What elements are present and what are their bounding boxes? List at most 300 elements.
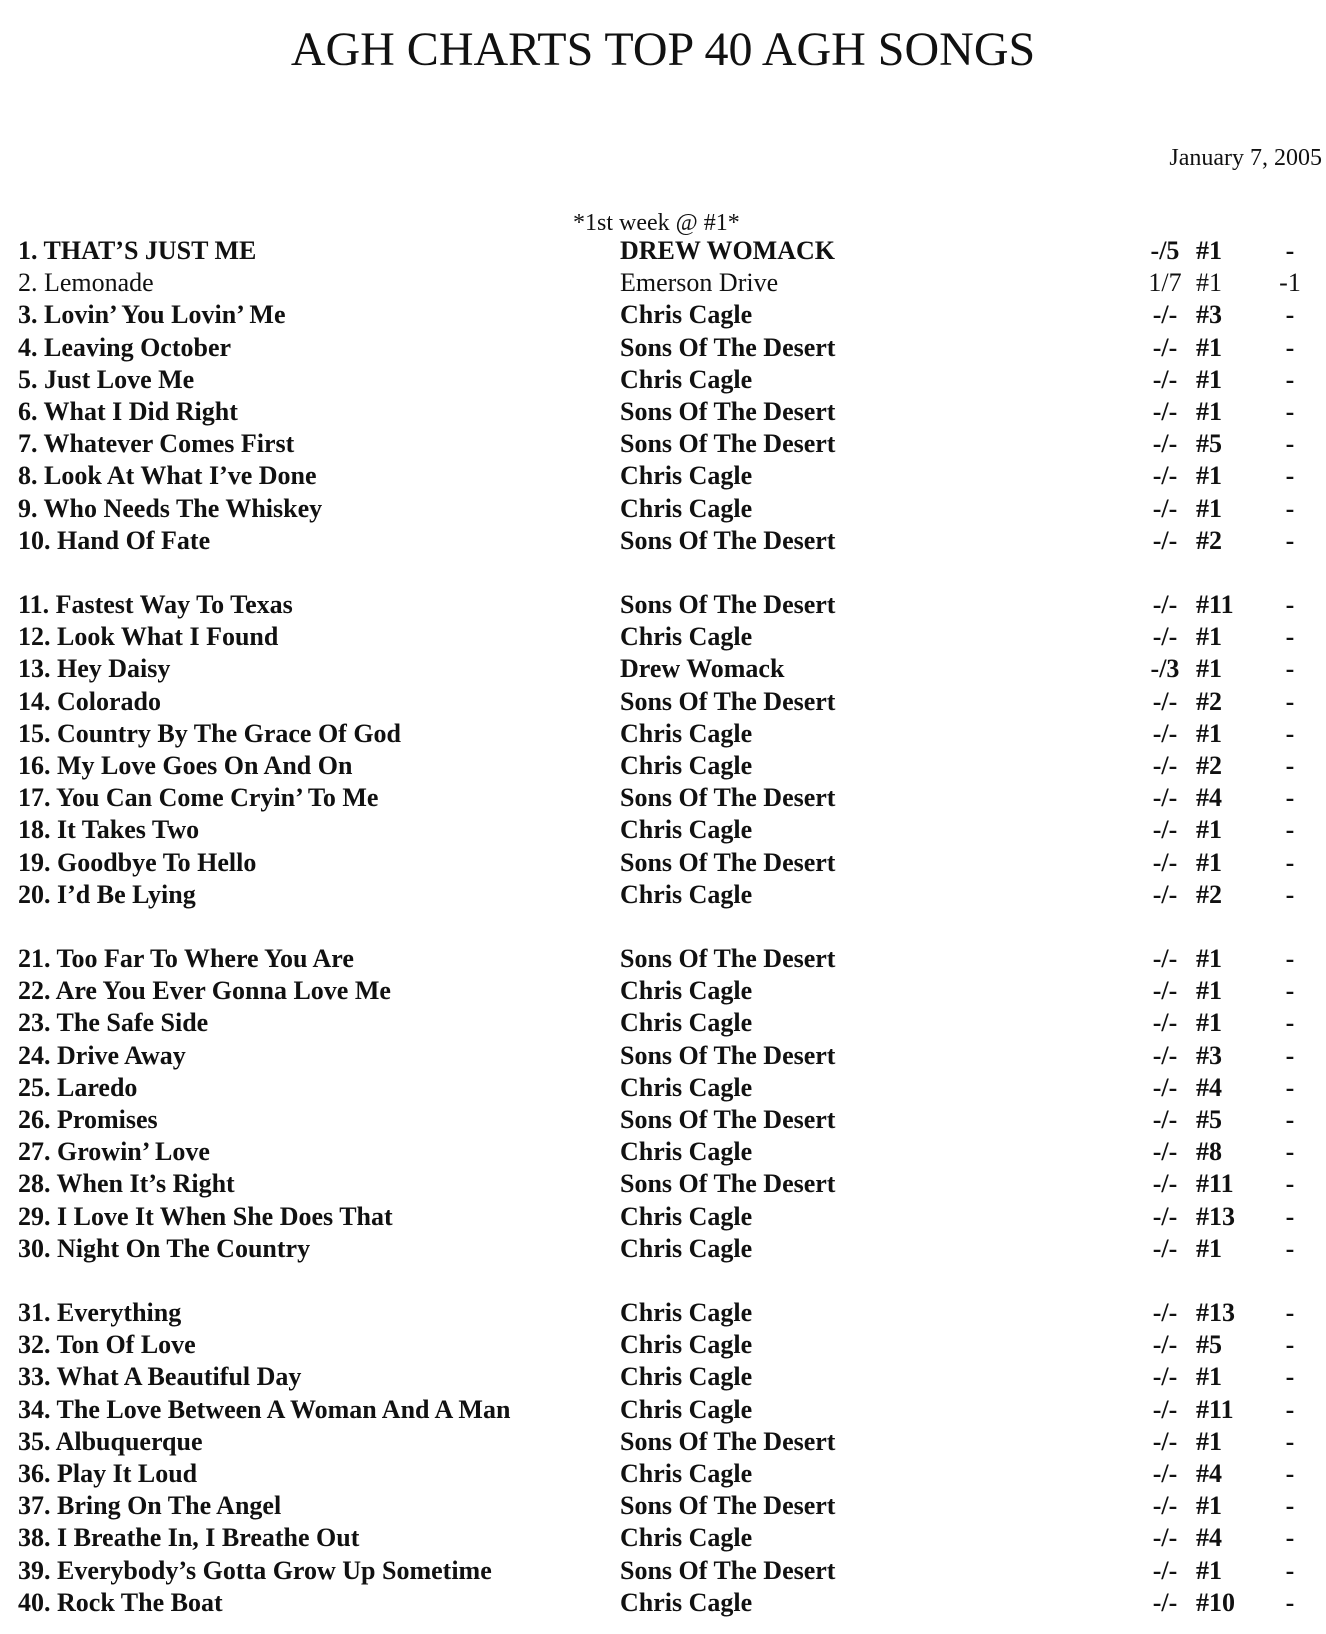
rank-number: 38.	[18, 1523, 51, 1553]
song-title-text: Whatever Comes First	[43, 429, 295, 459]
rank-number: 27.	[18, 1137, 51, 1167]
movement: -/-	[1152, 364, 1178, 394]
movement: -/-	[1152, 944, 1178, 973]
artist-name: Chris Cagle	[620, 1587, 753, 1617]
movement: -/-	[1152, 493, 1178, 523]
rank-number: 35.	[18, 1426, 51, 1456]
song-title	[18, 429, 294, 459]
last-week: -	[1285, 1201, 1295, 1231]
last-week: -	[1285, 654, 1295, 684]
song-title-text: Albuquerque	[55, 1426, 203, 1456]
peak-position: #1	[1196, 1008, 1222, 1038]
last-week: -1	[1279, 268, 1301, 298]
chart-row	[0, 1362, 1326, 1394]
movement: -/-	[1152, 429, 1178, 459]
song-title-text: Colorado	[57, 686, 161, 716]
chart-row	[0, 944, 1326, 976]
last-week: -	[1285, 461, 1295, 491]
last-week: -	[1285, 332, 1295, 362]
artist-name: Chris Cagle	[620, 1330, 753, 1360]
song-title	[18, 1105, 158, 1135]
rank-number: 24.	[18, 1040, 51, 1070]
song-title	[18, 1234, 310, 1264]
song-title	[18, 1041, 186, 1071]
chart-row	[0, 1330, 1326, 1362]
artist-name: Sons Of The Desert	[620, 1040, 836, 1070]
song-title-text: Promises	[57, 1105, 158, 1134]
artist-name: Chris Cagle	[620, 300, 753, 330]
song-title-text: Everybody’s Gotta Grow Up Sometime	[57, 1555, 492, 1585]
song-title	[18, 880, 196, 910]
peak-position: #1	[1196, 1555, 1222, 1585]
movement: -/-	[1152, 783, 1178, 813]
rank-number: 15.	[18, 718, 51, 748]
rank-number: 8.	[18, 461, 38, 491]
song-title-text: Who Needs The Whiskey	[43, 493, 323, 523]
artist-name: Chris Cagle	[620, 1233, 753, 1263]
chart-row	[0, 1234, 1326, 1266]
peak-position: #1	[1196, 236, 1222, 265]
artist-name: Sons Of The Desert	[620, 590, 836, 619]
chart-row	[0, 1395, 1326, 1427]
rank-number: 18.	[18, 815, 51, 845]
last-week: -	[1285, 525, 1295, 555]
movement: -/-	[1152, 1362, 1178, 1392]
peak-position: #2	[1196, 751, 1222, 780]
artist-name: Chris Cagle	[620, 976, 753, 1006]
peak-position: #4	[1196, 1459, 1222, 1488]
last-week: -	[1285, 1362, 1295, 1392]
chart-row	[0, 848, 1326, 880]
rank-number: 19.	[18, 847, 51, 877]
song-title-text: Country By The Grace Of God	[57, 718, 402, 748]
chart-row	[0, 719, 1326, 751]
rank-number: 13.	[18, 654, 51, 684]
chart-row	[0, 300, 1326, 332]
peak-position: #4	[1196, 1523, 1222, 1553]
artist-name: Chris Cagle	[620, 622, 753, 652]
song-title-text: Play It Loud	[57, 1459, 198, 1488]
rank-number: 14.	[18, 686, 51, 716]
song-title-text: Too Far To Where You Are	[56, 944, 354, 973]
rank-number: 36.	[18, 1459, 51, 1488]
chart-row	[0, 397, 1326, 429]
chart-row	[0, 1427, 1326, 1459]
song-title-text: Look What I Found	[57, 622, 279, 652]
song-title-text: Ton Of Love	[56, 1330, 196, 1360]
last-week: -	[1285, 1298, 1295, 1327]
peak-position: #13	[1196, 1201, 1235, 1231]
last-week: -	[1285, 300, 1295, 330]
last-week: -	[1285, 622, 1295, 652]
rank-number: 1.	[18, 236, 38, 265]
chart-row	[0, 687, 1326, 719]
movement: 1/7	[1148, 268, 1182, 298]
movement: -/-	[1152, 686, 1178, 716]
song-title	[18, 1073, 137, 1103]
artist-name: Sons Of The Desert	[620, 397, 836, 426]
artist-name: Emerson Drive	[620, 268, 779, 298]
artist-name: Sons Of The Desert	[620, 1491, 836, 1521]
movement: -/-	[1152, 718, 1178, 748]
artist-name: Sons Of The Desert	[620, 1169, 836, 1199]
movement: -/-	[1152, 1491, 1178, 1521]
artist-name: Sons Of The Desert	[620, 944, 836, 973]
movement: -/-	[1152, 1330, 1178, 1360]
movement: -/-	[1152, 590, 1178, 619]
song-title-text: Hand Of Fate	[57, 525, 211, 555]
movement: -/-	[1152, 1201, 1178, 1231]
song-title-text: Just Love Me	[44, 364, 195, 394]
last-week: -	[1285, 1040, 1295, 1070]
peak-position: #3	[1196, 1040, 1222, 1070]
song-title	[18, 687, 161, 717]
artist-name: Chris Cagle	[620, 1523, 753, 1553]
chart-row	[0, 815, 1326, 847]
song-title	[18, 236, 256, 266]
chart-row	[0, 622, 1326, 654]
chart-row	[0, 1556, 1326, 1588]
rank-number: 40.	[18, 1587, 51, 1617]
peak-position: #8	[1196, 1137, 1222, 1167]
rank-number: 34.	[18, 1394, 51, 1424]
artist-name: Chris Cagle	[620, 879, 753, 909]
chart-row	[0, 268, 1326, 300]
artist-name: Drew Womack	[620, 654, 785, 684]
chart-row	[0, 236, 1326, 268]
last-week: -	[1285, 976, 1295, 1006]
rank-number: 5.	[18, 364, 38, 394]
peak-position: #1	[1196, 1426, 1222, 1456]
rank-number: 39.	[18, 1555, 51, 1585]
rank-number: 30.	[18, 1233, 51, 1263]
rank-number: 23.	[18, 1008, 51, 1038]
song-title	[18, 1137, 210, 1167]
song-title-text: Everything	[57, 1298, 182, 1327]
rank-number: 29.	[18, 1201, 51, 1231]
song-title-text: I’d Be Lying	[57, 879, 196, 909]
song-title	[18, 622, 278, 652]
rank-number: 17.	[18, 783, 51, 813]
song-title-text: I Breathe In, I Breathe Out	[57, 1523, 360, 1553]
movement: -/-	[1152, 1459, 1178, 1488]
chart-row	[0, 654, 1326, 686]
song-title	[18, 976, 391, 1006]
chart-row	[0, 1298, 1326, 1330]
chart-row	[0, 880, 1326, 912]
last-week: -	[1285, 364, 1295, 394]
peak-position: #4	[1196, 1072, 1222, 1102]
song-title-text: Look At What I’ve Done	[44, 461, 317, 491]
song-title	[18, 1556, 492, 1586]
artist-name: Sons Of The Desert	[620, 1426, 836, 1456]
song-title	[18, 1169, 235, 1199]
last-week: -	[1285, 1394, 1295, 1424]
chart-row	[0, 1202, 1326, 1234]
peak-position: #1	[1196, 332, 1222, 362]
movement: -/-	[1152, 815, 1178, 845]
peak-position: #4	[1196, 783, 1222, 813]
last-week: -	[1285, 590, 1295, 619]
peak-position: #1	[1196, 815, 1222, 845]
peak-position: #1	[1196, 847, 1222, 877]
song-title-text: Goodbye To Hello	[57, 847, 257, 877]
song-title	[18, 1491, 281, 1521]
chart-row	[0, 1041, 1326, 1073]
song-title-text: Leaving October	[44, 332, 232, 362]
chart-row	[0, 1008, 1326, 1040]
chart-row	[0, 1459, 1326, 1491]
chart-row	[0, 783, 1326, 815]
last-week: -	[1285, 686, 1295, 716]
artist-name: Sons Of The Desert	[620, 1105, 836, 1134]
artist-name: Sons Of The Desert	[620, 783, 836, 813]
artist-name: Chris Cagle	[620, 1137, 753, 1167]
artist-name: Chris Cagle	[620, 718, 753, 748]
peak-position: #1	[1196, 718, 1222, 748]
movement: -/-	[1152, 1072, 1178, 1102]
song-title	[18, 848, 256, 878]
peak-position: #1	[1196, 493, 1222, 523]
peak-position: #1	[1196, 1362, 1222, 1392]
song-title-text: The Safe Side	[56, 1008, 209, 1038]
last-week: -	[1285, 397, 1295, 426]
peak-position: #2	[1196, 686, 1222, 716]
peak-position: #11	[1196, 1394, 1234, 1424]
song-title	[18, 751, 352, 781]
last-week: -	[1285, 429, 1295, 459]
artist-name: Chris Cagle	[620, 1298, 753, 1327]
song-title-text: What I Did Right	[43, 397, 238, 426]
peak-position: #2	[1196, 525, 1222, 555]
last-week: -	[1285, 815, 1295, 845]
chart-row	[0, 751, 1326, 783]
song-title	[18, 526, 210, 556]
peak-position: #11	[1196, 590, 1234, 619]
song-title	[18, 1298, 181, 1328]
artist-name: Sons Of The Desert	[620, 686, 836, 716]
song-title-text: Are You Ever Gonna Love Me	[55, 976, 391, 1006]
movement: -/-	[1152, 751, 1178, 780]
song-title	[18, 1395, 510, 1425]
chart-row	[0, 976, 1326, 1008]
artist-name: Chris Cagle	[620, 461, 753, 491]
rank-number: 20.	[18, 879, 51, 909]
song-title	[18, 494, 322, 524]
chart-date: January 7, 2005	[1169, 145, 1322, 171]
peak-position: #1	[1196, 976, 1222, 1006]
chart-row	[0, 333, 1326, 365]
song-title	[18, 1008, 208, 1038]
peak-position: #1	[1196, 1233, 1222, 1263]
last-week: -	[1285, 751, 1295, 780]
song-title	[18, 1202, 393, 1232]
song-title-text: Night On The Country	[57, 1233, 311, 1263]
movement: -/-	[1152, 1105, 1178, 1134]
song-title	[18, 944, 354, 974]
song-title-text: You Can Come Cryin’ To Me	[56, 783, 379, 813]
last-week: -	[1285, 493, 1295, 523]
rank-number: 37.	[18, 1491, 51, 1521]
artist-name: DREW WOMACK	[620, 236, 835, 265]
artist-name: Sons Of The Desert	[620, 847, 836, 877]
artist-name: Chris Cagle	[620, 364, 753, 394]
artist-name: Chris Cagle	[620, 1362, 753, 1392]
song-title	[18, 365, 194, 395]
last-week: -	[1285, 783, 1295, 813]
song-title	[18, 590, 293, 620]
song-title-text: Bring On The Angel	[57, 1491, 282, 1521]
peak-position: #1	[1196, 944, 1222, 973]
chart-row	[0, 1588, 1326, 1620]
last-week: -	[1285, 1169, 1295, 1199]
song-title	[18, 783, 378, 813]
rank-number: 11.	[18, 590, 50, 619]
peak-position: #1	[1196, 654, 1222, 684]
rank-number: 31.	[18, 1298, 51, 1327]
peak-position: #1	[1196, 364, 1222, 394]
last-week: -	[1285, 236, 1295, 265]
rank-number: 28.	[18, 1169, 51, 1199]
rank-number: 25.	[18, 1072, 51, 1102]
peak-position: #1	[1196, 397, 1222, 426]
last-week: -	[1285, 847, 1295, 877]
chart-row	[0, 1523, 1326, 1555]
song-title-text: Laredo	[57, 1072, 138, 1102]
movement: -/3	[1150, 654, 1180, 684]
movement: -/-	[1152, 879, 1178, 909]
peak-position: #13	[1196, 1298, 1235, 1327]
page-title: AGH CHARTS TOP 40 AGH SONGS	[290, 23, 1036, 76]
chart-row	[0, 1073, 1326, 1105]
peak-position: #1	[1196, 1491, 1222, 1521]
chart-row	[0, 461, 1326, 493]
movement: -/-	[1152, 461, 1178, 491]
song-title-text: What A Beautiful Day	[56, 1362, 302, 1392]
song-title-text: Hey Daisy	[57, 654, 171, 684]
song-title-text: I Love It When She Does That	[57, 1201, 393, 1231]
last-week: -	[1285, 1459, 1295, 1488]
movement: -/-	[1152, 300, 1178, 330]
rank-number: 3.	[18, 300, 38, 330]
artist-name: Sons Of The Desert	[620, 525, 836, 555]
rank-number: 2.	[18, 268, 38, 298]
artist-name: Chris Cagle	[620, 815, 753, 845]
chart-row	[0, 365, 1326, 397]
last-week: -	[1285, 1523, 1295, 1553]
song-title	[18, 654, 170, 684]
song-title-text: Lemonade	[44, 268, 154, 298]
peak-position: #3	[1196, 300, 1222, 330]
last-week: -	[1285, 944, 1295, 973]
artist-name: Chris Cagle	[620, 1008, 753, 1038]
movement: -/5	[1150, 236, 1180, 265]
rank-number: 12.	[18, 622, 51, 652]
chart-row	[0, 1491, 1326, 1523]
rank-number: 21.	[18, 944, 51, 973]
last-week: -	[1285, 1137, 1295, 1167]
movement: -/-	[1152, 525, 1178, 555]
last-week: -	[1285, 1491, 1295, 1521]
movement: -/-	[1152, 1555, 1178, 1585]
song-title-text: Lovin’ You Lovin’ Me	[44, 300, 286, 330]
song-title	[18, 300, 285, 330]
artist-name: Chris Cagle	[620, 493, 753, 523]
movement: -/-	[1152, 1233, 1178, 1263]
last-week: -	[1285, 1105, 1295, 1134]
song-title	[18, 333, 231, 363]
movement: -/-	[1152, 332, 1178, 362]
last-week: -	[1285, 718, 1295, 748]
movement: -/-	[1152, 1298, 1178, 1327]
movement: -/-	[1152, 1394, 1178, 1424]
song-title	[18, 1330, 196, 1360]
song-title-text: When It’s Right	[56, 1169, 235, 1199]
rank-number: 4.	[18, 332, 38, 362]
artist-name: Chris Cagle	[620, 751, 753, 780]
chart-row	[0, 1169, 1326, 1201]
rank-number: 16.	[18, 751, 51, 780]
movement: -/-	[1152, 1137, 1178, 1167]
first-week-note: *1st week @ #1*	[573, 210, 740, 236]
song-title-text: My Love Goes On And On	[57, 751, 353, 780]
song-title-text: Rock The Boat	[57, 1587, 223, 1617]
movement: -/-	[1152, 1587, 1178, 1617]
movement: -/-	[1152, 1040, 1178, 1070]
song-title	[18, 397, 238, 427]
movement: -/-	[1152, 1426, 1178, 1456]
movement: -/-	[1152, 1169, 1178, 1199]
peak-position: #1	[1196, 268, 1222, 298]
chart-row	[0, 1105, 1326, 1137]
movement: -/-	[1152, 1523, 1178, 1553]
rank-number: 7.	[18, 429, 38, 459]
movement: -/-	[1152, 976, 1178, 1006]
song-title-text: Fastest Way To Texas	[55, 590, 293, 619]
movement: -/-	[1152, 1008, 1178, 1038]
song-title	[18, 719, 401, 749]
artist-name: Chris Cagle	[620, 1394, 753, 1424]
movement: -/-	[1152, 847, 1178, 877]
peak-position: #11	[1196, 1169, 1234, 1199]
song-title	[18, 815, 199, 845]
chart-row	[0, 1137, 1326, 1169]
peak-position: #5	[1196, 429, 1222, 459]
rank-number: 26.	[18, 1105, 51, 1134]
last-week: -	[1285, 1555, 1295, 1585]
last-week: -	[1285, 1587, 1295, 1617]
rank-number: 6.	[18, 397, 38, 426]
song-title	[18, 1459, 197, 1489]
last-week: -	[1285, 1072, 1295, 1102]
song-title-text: THAT’S JUST ME	[43, 236, 257, 265]
song-title	[18, 461, 317, 491]
song-title-text: Drive Away	[57, 1040, 186, 1070]
peak-position: #1	[1196, 461, 1222, 491]
last-week: -	[1285, 1426, 1295, 1456]
peak-position: #5	[1196, 1105, 1222, 1134]
chart-row	[0, 526, 1326, 558]
artist-name: Chris Cagle	[620, 1459, 753, 1488]
artist-name: Sons Of The Desert	[620, 429, 836, 459]
song-title-text: Growin’ Love	[57, 1137, 210, 1167]
artist-name: Sons Of The Desert	[620, 1555, 836, 1585]
artist-name: Chris Cagle	[620, 1072, 753, 1102]
rank-number: 33.	[18, 1362, 51, 1392]
peak-position: #5	[1196, 1330, 1222, 1360]
chart-row	[0, 429, 1326, 461]
artist-name: Chris Cagle	[620, 1201, 753, 1231]
